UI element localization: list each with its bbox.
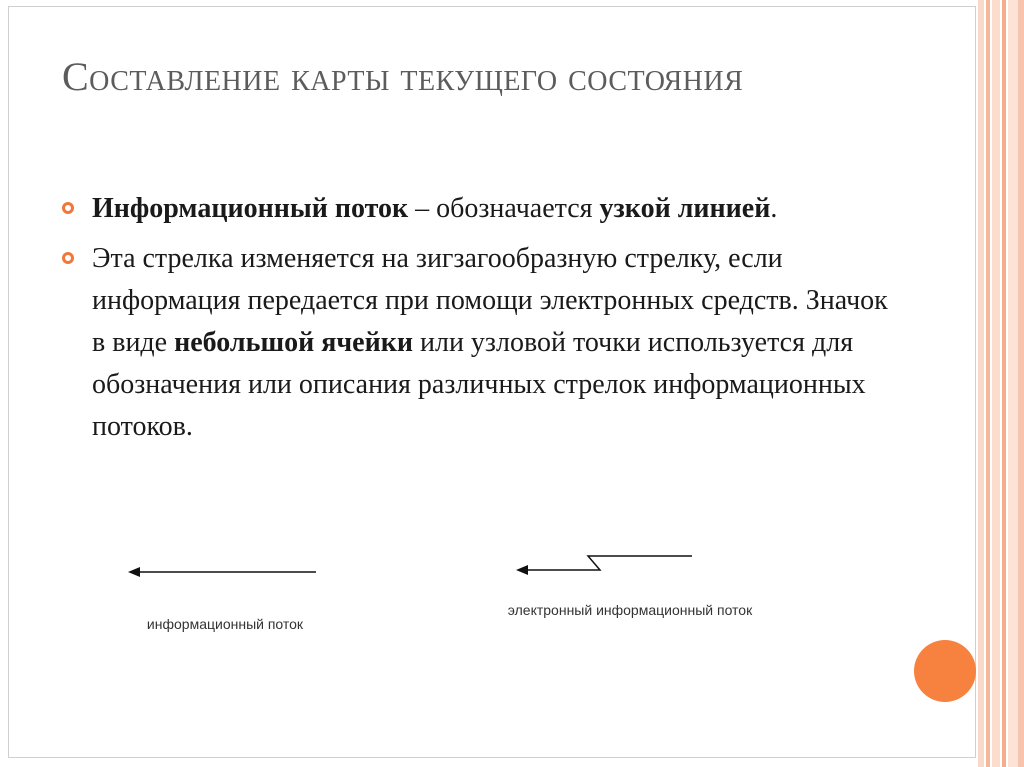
decor-circle — [914, 640, 976, 702]
bullet-item — [62, 238, 892, 448]
bullet-text: . — [770, 193, 778, 224]
decor-stripe — [1008, 0, 1018, 767]
decor-stripe — [1018, 0, 1024, 767]
electronic-flow-arrow-icon — [512, 548, 702, 582]
bold-term: узкой линией — [599, 193, 771, 224]
bold-term: небольшой ячейки — [174, 327, 413, 358]
electronic-flow-label: электронный информационный поток — [507, 602, 753, 618]
bullet-list — [62, 188, 892, 456]
ring-bullet-icon — [62, 202, 74, 214]
info-flow-arrow-icon — [124, 562, 324, 582]
bold-term: Информационный поток — [92, 193, 409, 224]
bullet-text: или узловой точки используется для обозначения или описания различных стрелок информационных потоков. — [92, 327, 866, 442]
decor-stripe — [978, 0, 984, 767]
slide-title: Составление карты текущего состояния — [62, 54, 744, 99]
ring-bullet-icon — [62, 252, 74, 264]
info-flow-label: информационный поток — [146, 616, 304, 632]
bullet-text: – обозначается — [408, 193, 600, 224]
decor-stripe — [1002, 0, 1006, 767]
decor-stripe — [992, 0, 1000, 767]
bullet-text: Эта стрелка изменяется на зигзагообразную стрелку, если информация передается при помощи электронных средств. Значок в виде — [92, 243, 888, 358]
bullet-item — [62, 188, 892, 230]
decor-stripe — [986, 0, 990, 767]
